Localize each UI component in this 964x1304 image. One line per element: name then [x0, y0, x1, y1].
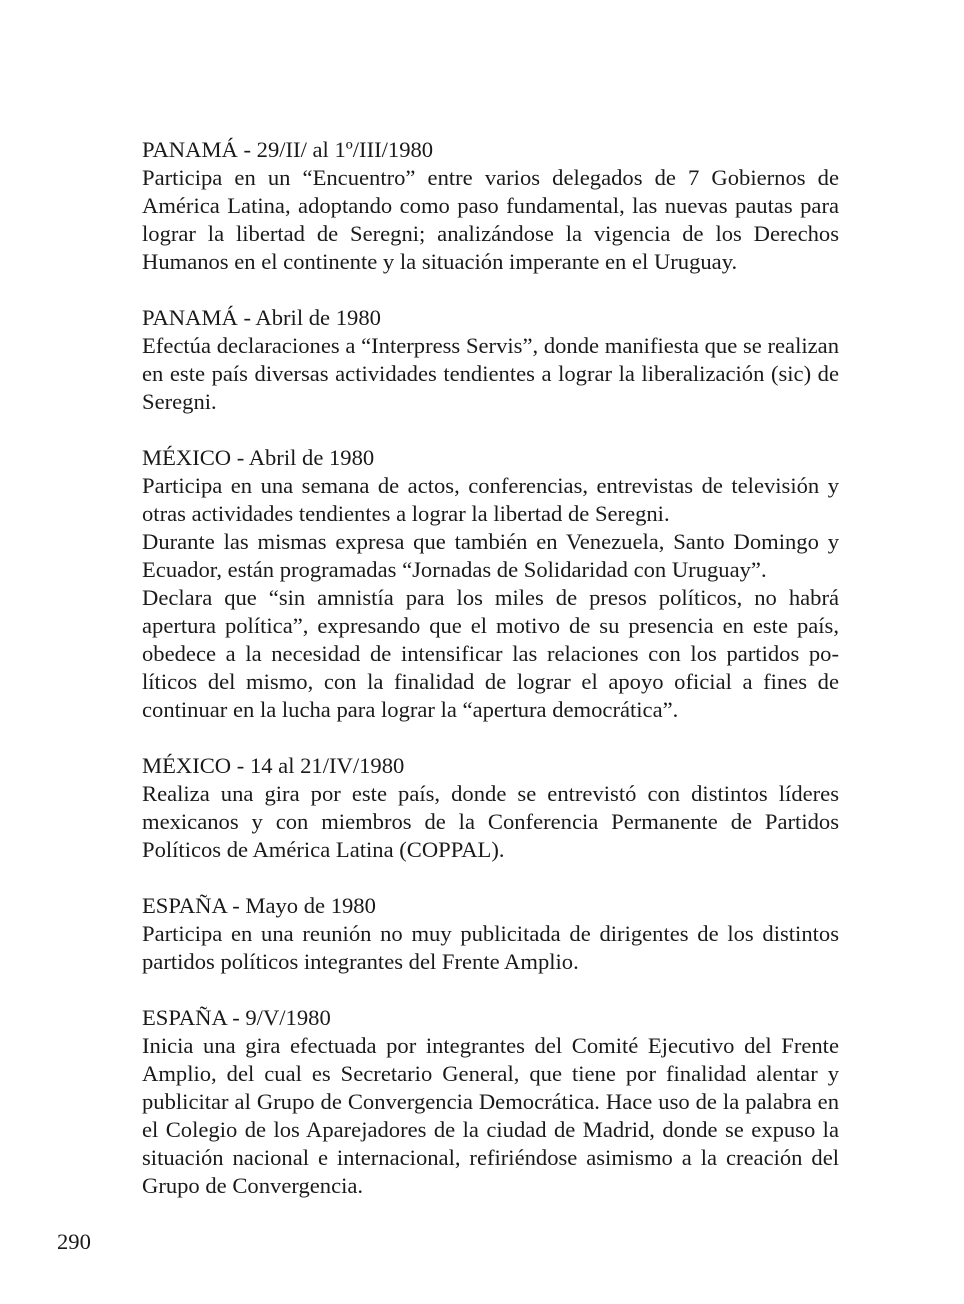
entry-paragraph: Durante las mismas expresa que también en Venezuela, Santo Domingo y Ecuador, están programadas “Jornadas de Solidaridad con Uruguay”. [142, 529, 839, 582]
entry-paragraph: Participa en una reunión no muy publicitada de dirigentes de los distintos partidos políticos integrantes del Frente Amplio. [142, 921, 839, 974]
entry-paragraph: Efectúa declaraciones a “Interpress Servis”, donde manifiesta que se realizan en este país diversas actividades tendientes a lograr la liberalización (sic) de Seregni. [142, 333, 839, 414]
entry-espana-mayo [142, 892, 839, 976]
entry-paragraph: Declara que “sin amnistía para los miles de presos políticos, no habrá apertura política”, expresando que el motivo de su presencia en este país, obedece a la necesidad de intensificar las relaciones con los partidos políticos del mismo, con la finalidad de lograr el apoyo oficial a fines de continuar en la lucha para lograr la “apertura democrática”. [142, 585, 839, 722]
entry-panama-april [142, 304, 839, 416]
entry-paragraph: Realiza una gira por este país, donde se entrevistó con distintos líderes mexicanos y con miembros de la Conferencia Permanente de Partidos Políticos de América Latina (COPPAL). [142, 781, 839, 862]
page-number: 290 [57, 1229, 91, 1254]
entry-mexico-april [142, 444, 839, 724]
entry-heading: MÉXICO - Abril de 1980 [142, 445, 375, 470]
entry-heading: PANAMÁ - Abril de 1980 [142, 305, 381, 330]
document-body [142, 136, 839, 1228]
entry-panama-feb-mar [142, 136, 839, 276]
entry-heading: ESPAÑA - Mayo de 1980 [142, 893, 376, 918]
entry-paragraph: Inicia una gira efectuada por integrantes del Comité Ejecutivo del Frente Amplio, del cual es Secretario General, que tiene por finalidad alentar y publicitar al Grupo de Convergencia Democrática. Hace uso de la palabra en el Colegio de los Aparejadores de la ciudad de Madrid, donde se expuso la situación nacional e internacional, refiriéndose asimismo a la creación del Grupo de Convergencia. [142, 1033, 839, 1198]
entry-espana-9-mayo [142, 1004, 839, 1200]
entry-heading: PANAMÁ - 29/II/ al 1º/III/1980 [142, 137, 434, 162]
entry-paragraph: Participa en un “Encuentro” entre varios delegados de 7 Gobiernos de América Latina, adoptando como paso fundamental, las nuevas pautas para lograr la libertad de Seregni; analizándose la vigencia de los Derechos Humanos en el continente y la situación imperante en el Uruguay. [142, 165, 839, 274]
entry-heading: ESPAÑA - 9/V/1980 [142, 1005, 331, 1030]
entry-paragraph: Participa en una semana de actos, conferencias, entrevistas de televisión y otras actividades tendientes a lograr la libertad de Seregni. [142, 473, 839, 526]
entry-heading: MÉXICO - 14 al 21/IV/1980 [142, 753, 405, 778]
entry-mexico-14-21-april [142, 752, 839, 864]
